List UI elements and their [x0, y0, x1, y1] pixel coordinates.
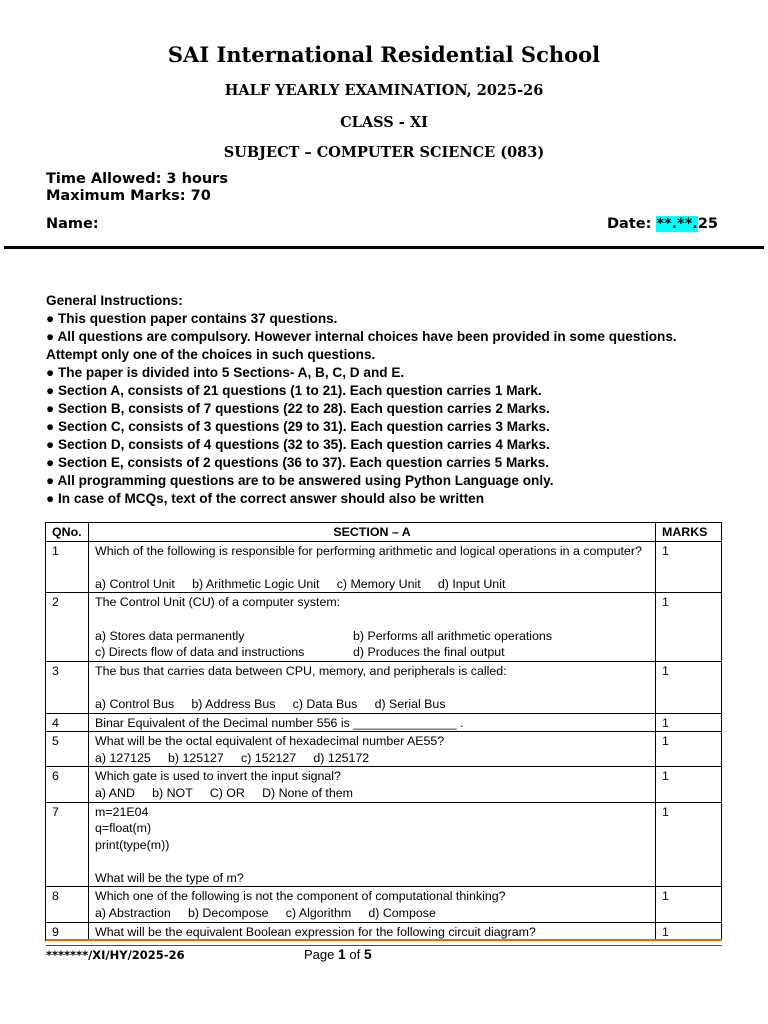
marks-header: MARKS — [656, 523, 722, 542]
question-marks: 1 — [656, 767, 722, 802]
table-row — [46, 661, 722, 713]
class-title: CLASS - XI — [340, 114, 428, 131]
question-cell — [89, 541, 656, 593]
instruction-line: ● The paper is divided into 5 Sections- A, B, C, D and E. — [46, 365, 405, 380]
question-marks: 1 — [656, 593, 722, 661]
question-options: a) 127125 b) 125127 c) 152127 d) 125172 — [95, 750, 370, 765]
table-row — [46, 713, 722, 732]
question-options: a) AND b) NOT C) OR D) None of them — [95, 785, 353, 800]
page-current: 1 — [337, 946, 346, 962]
code-line: q=float(m) — [95, 821, 152, 836]
question-marks: 1 — [656, 713, 722, 732]
question-cell — [89, 887, 656, 922]
question-cell — [89, 767, 656, 802]
question-text: Binar Equivalent of the Decimal number 556 is _______________ . — [89, 713, 656, 732]
question-cell — [89, 802, 656, 887]
question-number: 7 — [46, 802, 89, 887]
table-header-row — [46, 523, 722, 542]
question-text: The bus that carries data between CPU, memory, and peripherals is called: — [95, 663, 507, 678]
question-text: What will be the octal equivalent of hexadecimal number AE55? — [95, 734, 445, 749]
option-d: d) Produces the final output — [353, 645, 505, 660]
page-total: 5 — [363, 946, 372, 962]
page-label: Page — [304, 947, 338, 962]
exam-title: HALF YEARLY EXAMINATION, 2025-26 — [224, 82, 544, 99]
question-number: 6 — [46, 767, 89, 802]
table-row — [46, 802, 722, 887]
time-allowed: Time Allowed: 3 hours — [46, 171, 228, 187]
question-number: 3 — [46, 661, 89, 713]
header-divider — [4, 246, 764, 249]
question-text: What will be the type of m? — [95, 870, 244, 885]
question-text: What will be the equivalent Boolean expression for the following circuit diagram? — [89, 922, 656, 941]
section-header: SECTION – A — [89, 523, 656, 542]
date-year: 25 — [697, 216, 718, 232]
question-cell — [89, 661, 656, 713]
maximum-marks: Maximum Marks: 70 — [46, 188, 211, 204]
instructions-heading: General Instructions: — [46, 293, 183, 308]
table-row — [46, 593, 722, 661]
instruction-line: ● In case of MCQs, text of the correct answer should also be written — [46, 491, 485, 506]
page-of: of — [345, 947, 364, 962]
instruction-line: ● All questions are compulsory. However internal choices have been provided in some questions. — [46, 329, 677, 344]
question-marks: 1 — [656, 732, 722, 767]
question-number: 8 — [46, 887, 89, 922]
question-marks: 1 — [656, 887, 722, 922]
instruction-line: ● Section E, consists of 2 questions (36 to 37). Each question carries 5 Marks. — [46, 455, 550, 470]
question-number: 4 — [46, 713, 89, 732]
question-options: a) Abstraction b) Decompose c) Algorithm d) Compose — [95, 906, 436, 921]
option-c: c) Directs flow of data and instructions — [95, 645, 305, 660]
question-number: 1 — [46, 541, 89, 593]
option-a: a) Stores data permanently — [95, 628, 245, 643]
code-line: print(type(m)) — [95, 837, 170, 852]
question-marks: 1 — [656, 802, 722, 887]
question-text: Which of the following is responsible for performing arithmetic and logical operations in a computer? — [95, 543, 642, 558]
option-b: b) Performs all arithmetic operations — [353, 628, 553, 643]
question-number: 2 — [46, 593, 89, 661]
general-instructions — [46, 292, 726, 508]
table-row — [46, 732, 722, 767]
question-text: Which gate is used to invert the input signal? — [95, 769, 341, 784]
instruction-line: ● Section D, consists of 4 questions (32 to 35). Each question carries 4 Marks. — [46, 437, 550, 452]
instruction-line: ● This question paper contains 37 questions. — [46, 311, 338, 326]
qno-header: QNo. — [46, 523, 89, 542]
school-name: SAI International Residential School — [167, 42, 601, 67]
question-marks: 1 — [656, 661, 722, 713]
paper-code: *******/XI/HY/2025-26 — [46, 948, 185, 962]
question-options: a) Control Bus b) Address Bus c) Data Bus d) Serial Bus — [95, 696, 446, 711]
question-cell — [89, 593, 656, 661]
question-text: The Control Unit (CU) of a computer system: — [95, 595, 341, 610]
instruction-line: ● Section C, consists of 3 questions (29 to 31). Each question carries 3 Marks. — [46, 419, 550, 434]
instruction-line: ● All programming questions are to be answered using Python Language only. — [46, 473, 554, 488]
table-row — [46, 541, 722, 593]
page-number — [304, 946, 372, 962]
footer-rule — [46, 939, 722, 946]
instruction-line: ● Section A, consists of 21 questions (1 to 21). Each question carries 1 Mark. — [46, 383, 542, 398]
instruction-line: ● Section B, consists of 7 questions (22 to 28). Each question carries 2 Marks. — [46, 401, 550, 416]
date-field — [607, 216, 718, 232]
question-options: a) Control Unit b) Arithmetic Logic Unit c) Memory Unit d) Input Unit — [95, 576, 506, 591]
question-number: 9 — [46, 922, 89, 941]
question-marks: 1 — [656, 922, 722, 941]
code-line: m=21E04 — [95, 804, 149, 819]
question-text: Which one of the following is not the component of computational thinking? — [95, 889, 506, 904]
question-cell — [89, 732, 656, 767]
question-marks: 1 — [656, 541, 722, 593]
section-a-table — [45, 522, 722, 941]
date-label: Date: — [607, 216, 657, 232]
question-number: 5 — [46, 732, 89, 767]
table-row — [46, 767, 722, 802]
table-row — [46, 887, 722, 922]
name-label: Name: — [46, 216, 99, 232]
instruction-line: Attempt only one of the choices in such questions. — [46, 347, 376, 362]
table-row — [46, 922, 722, 941]
subject-title: SUBJECT – COMPUTER SCIENCE (083) — [223, 144, 545, 161]
date-highlight: **.**. — [656, 216, 698, 232]
